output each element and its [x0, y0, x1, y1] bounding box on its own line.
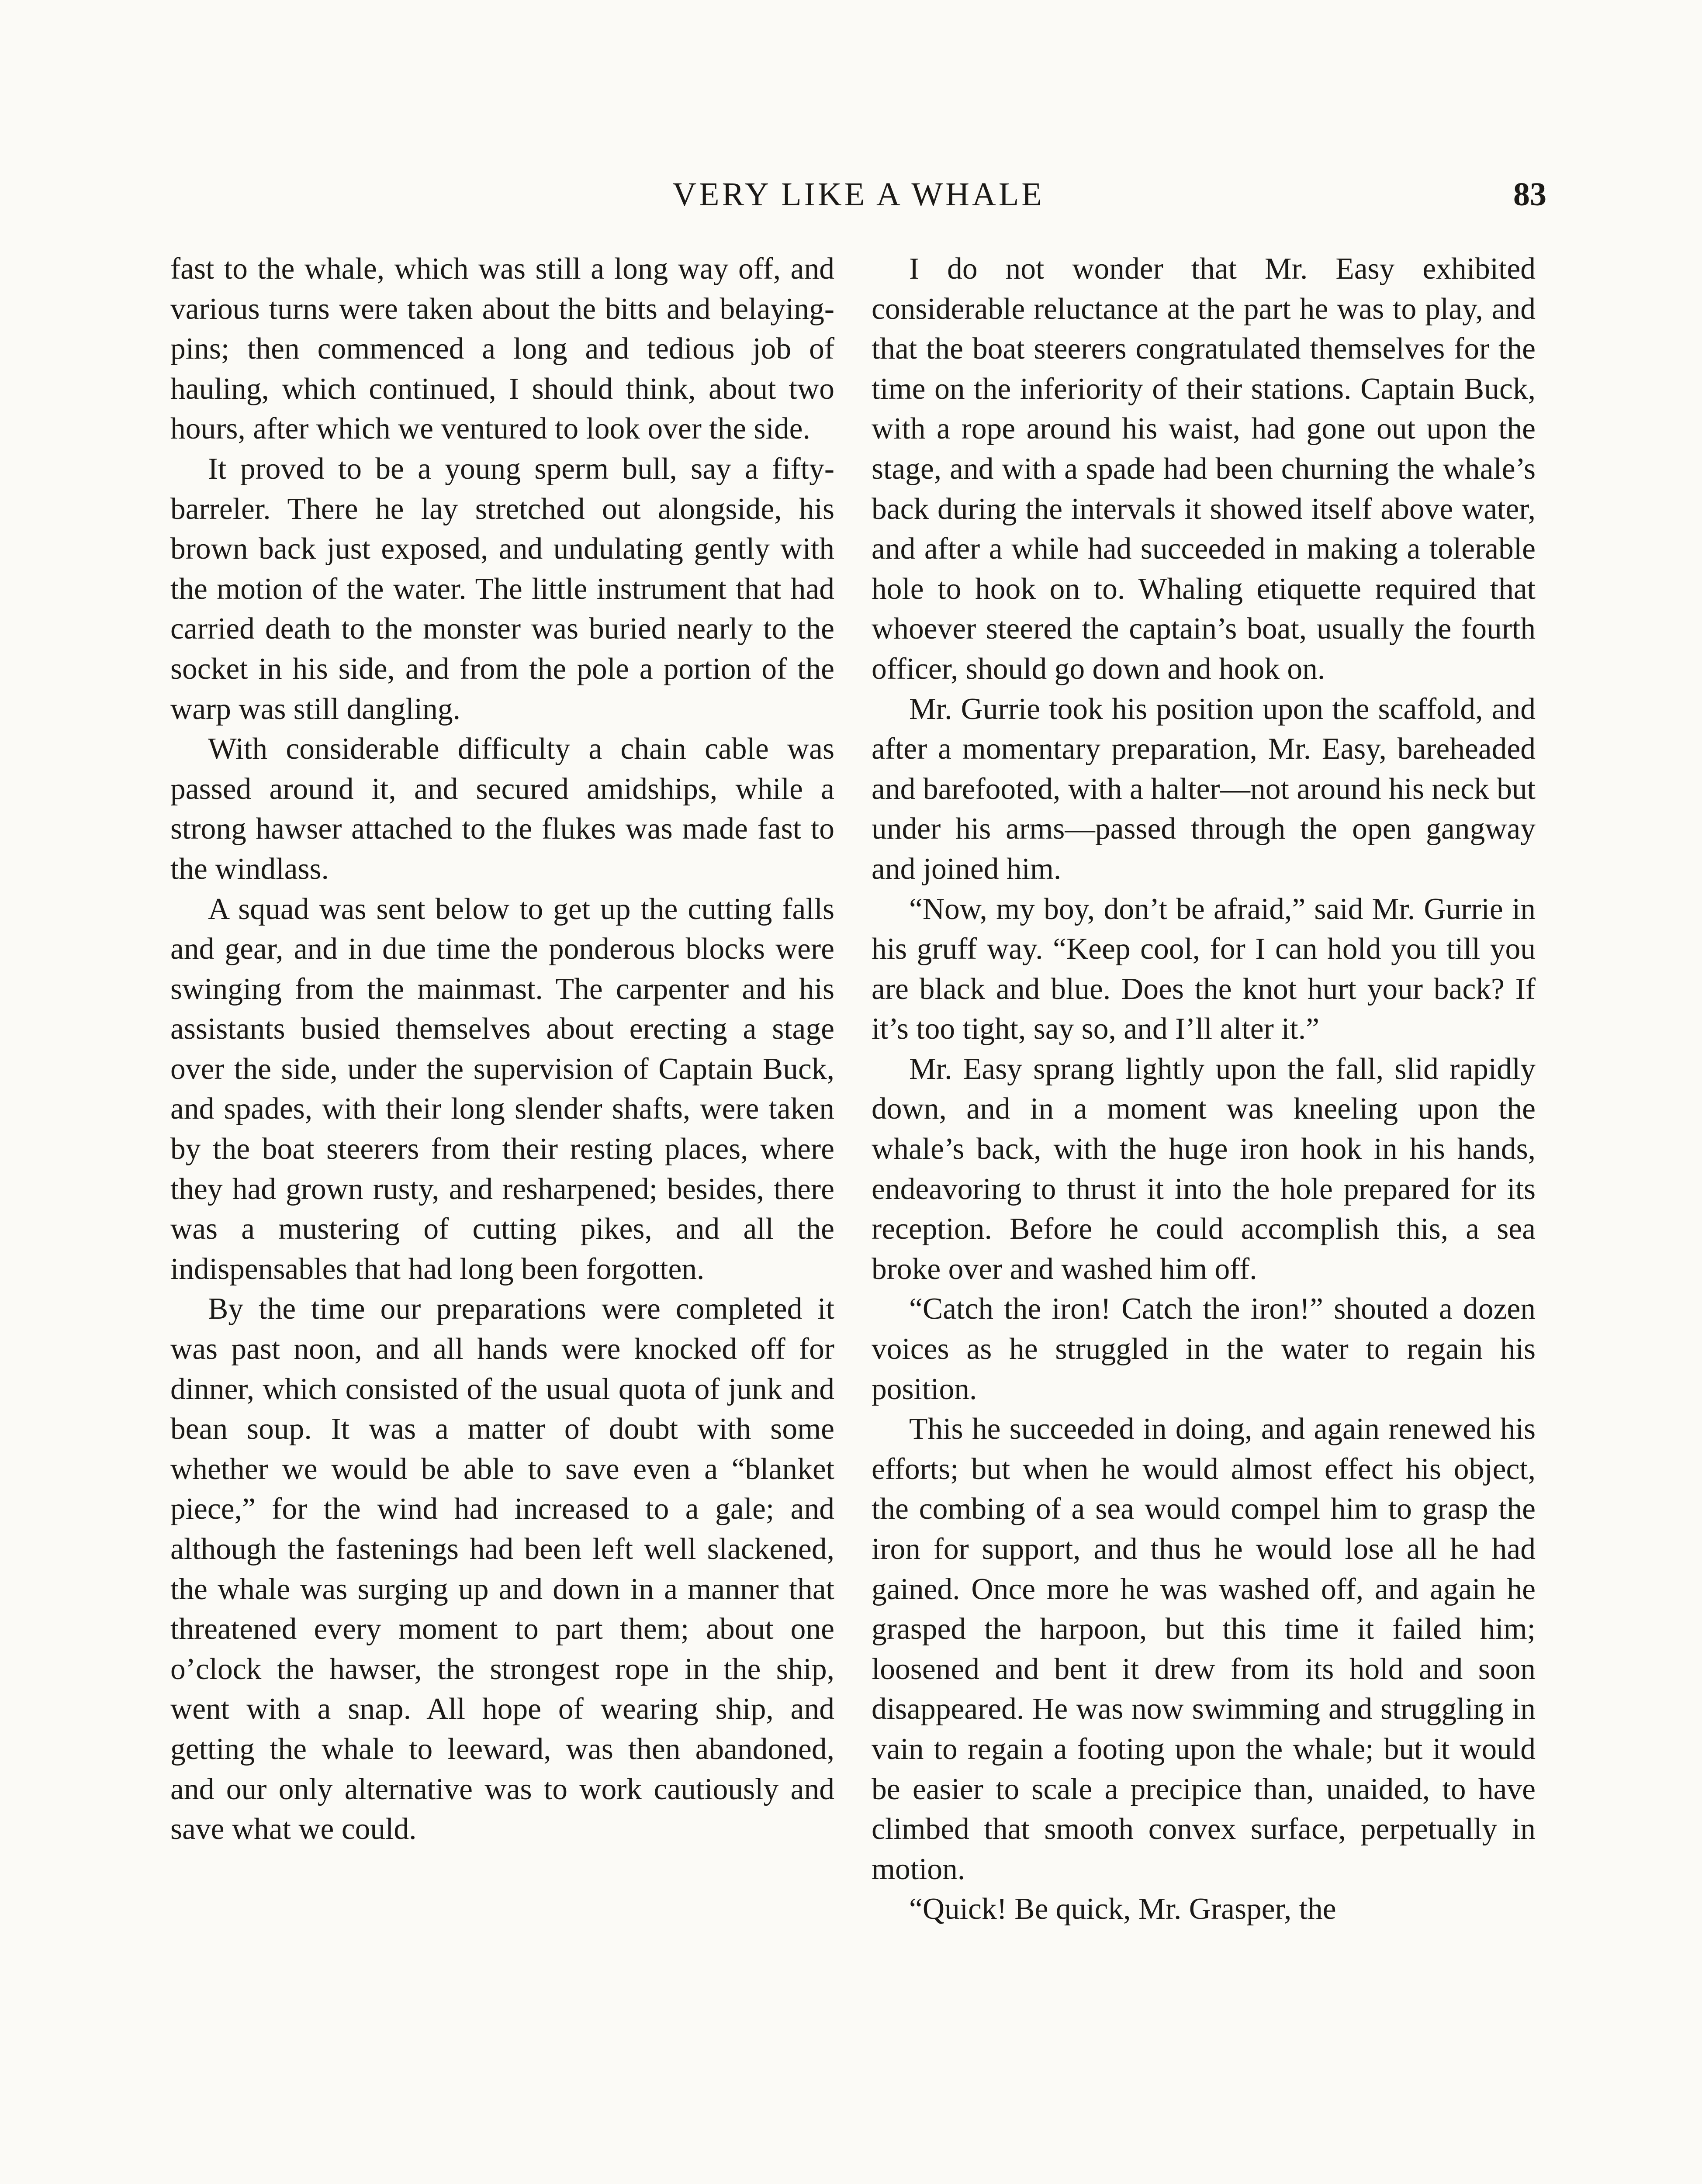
paragraph: Mr. Gurrie took his position upon the scaffold, and after a momentary preparation, Mr. Easy, bareheaded and barefooted, with a halter—not around his neck but under his arms—passed through the open gangway and joined him.	[872, 692, 1536, 886]
running-title: VERY LIKE A WHALE	[672, 176, 1045, 213]
running-head	[170, 170, 1546, 218]
paragraph: fast to the whale, which was still a long way off, and various turns were taken about the bitts and belaying-pins; then commenced a long and tedious job of hauling, which continued, I should think, about two hours, after which we ventured to look over the side.	[170, 252, 834, 446]
right-column	[872, 249, 1536, 1929]
paragraph: I do not wonder that Mr. Easy exhibited considerable reluctance at the part he was to play, and that the boat steerers congratulated themselves for the time on the inferiority of their stations. Captain Buck, with a rope around his waist, had gone out upon the stage, and with a spade had been churning the whale’s back during the intervals it showed itself above water, and after a while had succeeded in making a tolerable hole to hook on to. Whaling etiquette required that whoever steered the captain’s boat, usually the fourth officer, should go down and hook on.	[872, 252, 1536, 686]
paragraph: A squad was sent below to get up the cutting falls and gear, and in due time the ponderous blocks were swinging from the mainmast. The carpenter and his assistants busied themselves about erecting a stage over the side, under the supervision of Captain Buck, and spades, with their long slender shafts, were taken by the boat steerers from their resting places, where they had grown rusty, and resharpened; besides, there was a mustering of cutting pikes, and all the indispensables that had long been forgotten.	[170, 892, 834, 1286]
paragraph: “Quick! Be quick, Mr. Grasper, the	[909, 1892, 1336, 1926]
paragraph: Mr. Easy sprang lightly upon the fall, slid rapidly down, and in a moment was kneeling upon the whale’s back, with the huge iron hook in his hands, endeavoring to thrust it into the hole prepared for its reception. Before he could accomplish this, a sea broke over and washed him off.	[872, 1052, 1536, 1286]
paragraph: With considerable difficulty a chain cable was passed around it, and secured amidships, while a strong hawser attached to the flukes was made fast to the windlass.	[170, 732, 834, 886]
paragraph: “Catch the iron! Catch the iron!” shouted a dozen voices as he struggled in the water to regain his position.	[872, 1292, 1536, 1406]
paragraph: “Now, my boy, don’t be afraid,” said Mr. Gurrie in his gruff way. “Keep cool, for I can hold you till you are black and blue. Does the knot hurt your back? If it’s too tight, say so, and I’ll alter it.”	[872, 892, 1536, 1046]
page-number: 83	[1513, 176, 1546, 213]
paragraph: This he succeeded in doing, and again renewed his efforts; but when he would almost effect his object, the combing of a sea would compel him to grasp the iron for support, and thus he would lose all he had gained. Once more he was washed off, and again he grasped the harpoon, but this time it failed him; loosened and bent it drew from its hold and soon disappeared. He was now swimming and struggling in vain to regain a footing upon the whale; but it would be easier to scale a precipice than, unaided, to have climbed that smooth convex surface, perpetually in motion.	[872, 1412, 1536, 1886]
paragraph: By the time our preparations were completed it was past noon, and all hands were knocked off for dinner, which consisted of the usual quota of junk and bean soup. It was a matter of doubt with some whether we would be able to save even a “blanket piece,” for the wind had increased to a gale; and although the fastenings had been left well slackened, the whale was surging up and down in a manner that threatened every moment to part them; about one o’clock the hawser, the strongest rope in the ship, went with a snap. All hope of wearing ship, and getting the whale to leeward, was then abandoned, and our only alternative was to work cautiously and save what we could.	[170, 1292, 834, 1846]
left-column	[170, 249, 834, 1849]
paragraph: It proved to be a young sperm bull, say a fifty-barreler. There he lay stretched out alongside, his brown back just exposed, and undulating gently with the motion of the water. The little instrument that had carried death to the monster was buried nearly to the socket in his side, and from the pole a portion of the warp was still dangling.	[170, 452, 834, 726]
